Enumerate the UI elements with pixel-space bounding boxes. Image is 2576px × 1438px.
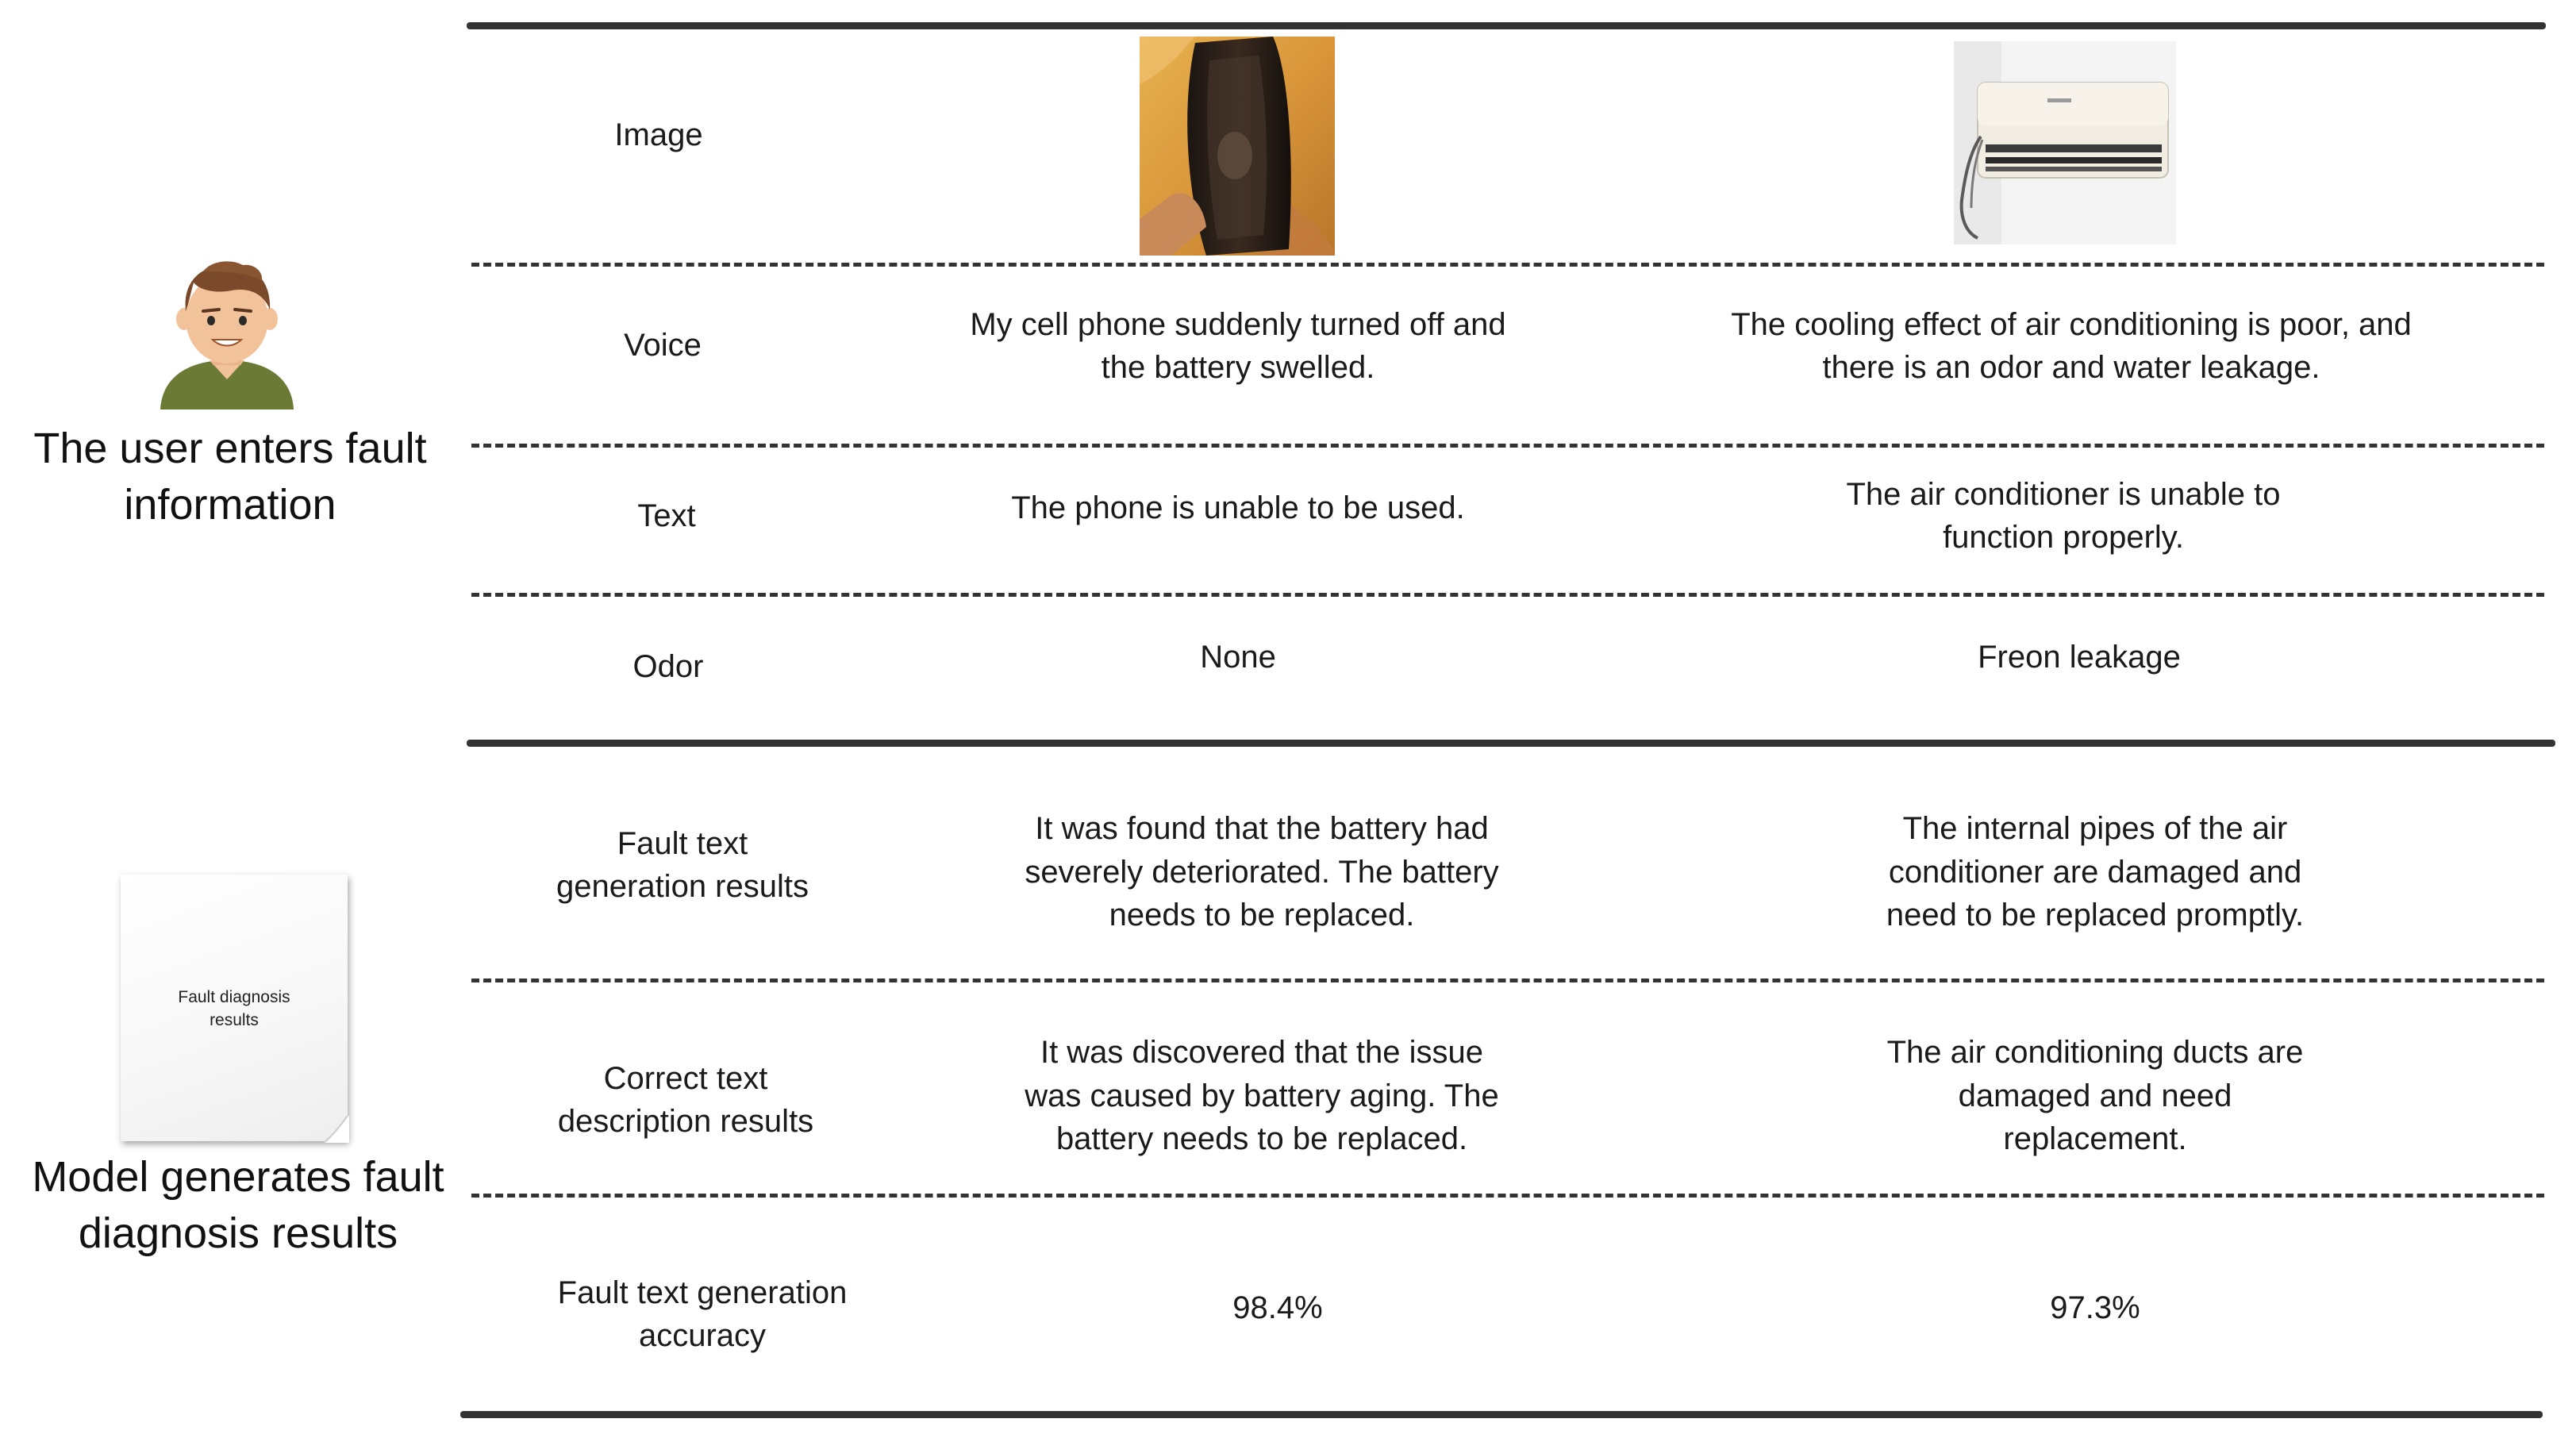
correct-text-ac: The air conditioning ducts are damaged and need replacement.: [1886, 1035, 2304, 1157]
document-label: Fault diagnosis results: [178, 988, 290, 1030]
divider-correct-accuracy: [471, 1194, 2544, 1198]
row-label-odor: Odor: [632, 648, 704, 684]
voice-phone: My cell phone suddenly turned off and the battery swelled.: [970, 306, 1506, 385]
row-label-correct-text: Correct text description results: [557, 1060, 814, 1139]
divider-fault-correct: [471, 979, 2544, 982]
user-input-caption: The user enters fault information: [33, 425, 427, 529]
bottom-rule: [460, 1411, 2543, 1418]
row-label-accuracy: Fault text generation accuracy: [557, 1275, 848, 1353]
voice-ac: The cooling effect of air conditioning is poor, and there is an odor and water leakage.: [1731, 306, 2412, 385]
row-label-fault-text: Fault text generation results: [556, 825, 809, 904]
row-label-text: Text: [637, 498, 696, 533]
odor-ac: Freon leakage: [1978, 639, 2181, 675]
row-label-voice: Voice: [624, 327, 702, 363]
accuracy-phone: 98.4%: [1232, 1290, 1323, 1325]
row-label-image: Image: [614, 117, 703, 152]
phone-photo: [1140, 37, 1335, 256]
top-rule: [467, 22, 2546, 29]
document-icon: [121, 875, 348, 1141]
middle-rule: [467, 740, 2555, 747]
text-ac: The air conditioner is unable to function properly.: [1846, 476, 2281, 555]
text-phone: The phone is unable to be used.: [1011, 490, 1465, 525]
fault-text-phone: It was found that the battery had severely deteriorated. The battery needs to be replaced.: [1025, 811, 1499, 933]
divider-text-odor: [471, 593, 2544, 597]
model-output-caption: Model generates fault diagnosis results: [32, 1153, 444, 1258]
divider-image-voice: [471, 263, 2544, 267]
air-conditioner-photo: [1954, 41, 2176, 244]
page-curl-icon: [324, 1116, 349, 1143]
accuracy-ac: 97.3%: [2050, 1290, 2140, 1325]
divider-voice-text: [471, 444, 2544, 448]
user-avatar-icon: [156, 259, 298, 409]
correct-text-phone: It was discovered that the issue was caused by battery aging. The battery needs to be replaced.: [1025, 1035, 1499, 1157]
fault-text-ac: The internal pipes of the air conditioner are damaged and need to be replaced promptly.: [1886, 811, 2305, 933]
odor-phone: None: [1200, 639, 1276, 675]
